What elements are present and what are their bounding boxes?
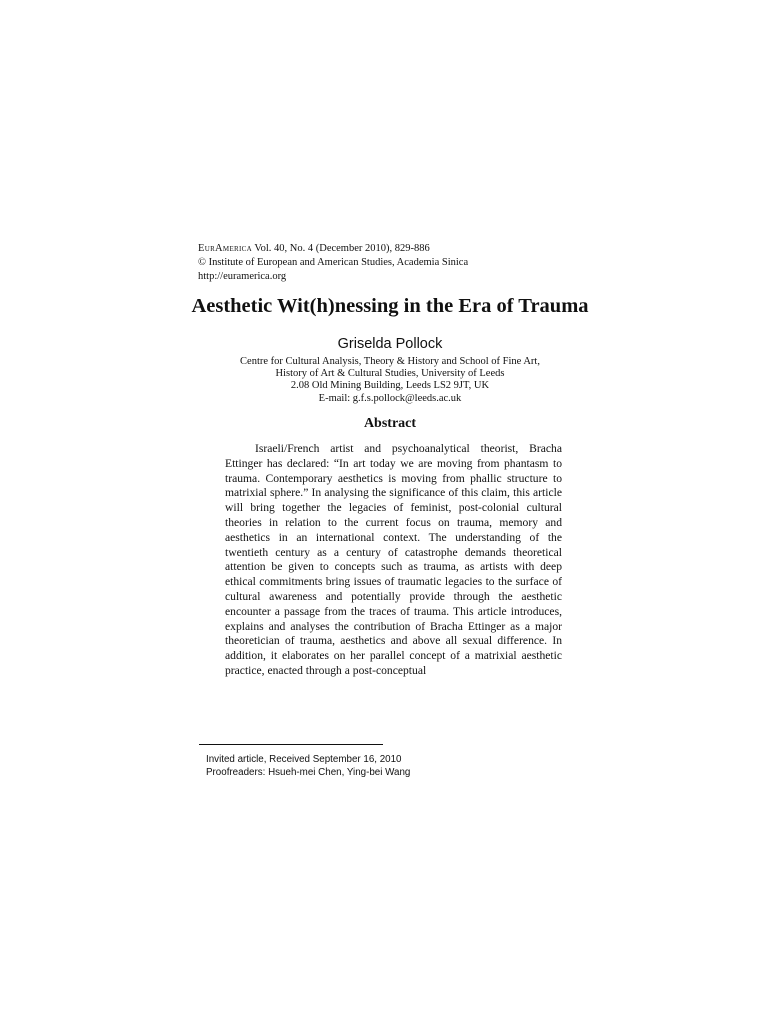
footnote-divider [199, 744, 383, 745]
affiliation-line: History of Art & Cultural Studies, University of Leeds [275, 368, 505, 380]
journal-header [198, 242, 468, 284]
journal-name: EurAmerica [198, 243, 252, 254]
abstract-heading: Abstract [363, 416, 417, 431]
journal-citation-line [198, 242, 468, 256]
journal-copyright: © Institute of European and American Studies, Academia Sinica [198, 257, 469, 268]
article-title: Aesthetic Wit(h)nessing in the Era of Trauma [191, 295, 589, 317]
affiliation-line: Centre for Cultural Analysis, Theory & History and School of Fine Art, [240, 356, 540, 367]
footnote-proofreaders: Proofreaders: Hsueh-mei Chen, Ying-bei Wang [206, 767, 411, 778]
abstract-text: Israeli/French artist and psychoanalytical theorist, Bracha Ettinger has declared: “In art today we are moving from phantasm to trauma. Contemporary aesthetics is moving from phallic structure to matrixial sphere.” In analysing the significance of this claim, this article will bring together the legacies of feminist, post-colonial cultural theories in relation to the current focus on trauma, memory and aesthetics in an international context. The understanding of the twentieth century as a century of catastrophe demands theoretical attention be given to concepts such as trauma, as artists with deep ethical commitments bring issues of traumatic legacies to the surface of cultural awareness and potentially provide through the aesthetic encounter a passage from the traces of trauma. This article introduces, explains and analyses the contribution of Bracha Ettinger as a major theoretician of trauma, aesthetics and above all sexual difference. In addition, it elaborates on her parallel concept of a matrixial aesthetic practice, enacted through a post-conceptual [225, 442, 562, 677]
author-affiliation [190, 356, 590, 405]
journal-url[interactable]: http://euramerica.org [198, 271, 287, 282]
footnote-received: Invited article, Received September 16, 2010 [206, 754, 402, 765]
article-author: Griselda Pollock [337, 336, 443, 352]
journal-citation: Vol. 40, No. 4 (December 2010), 829-886 [251, 243, 430, 254]
footnotes [206, 753, 410, 779]
author-email[interactable]: E-mail: g.f.s.pollock@leeds.ac.uk [318, 392, 462, 404]
affiliation-line: 2.08 Old Mining Building, Leeds LS2 9JT, UK [290, 380, 490, 392]
